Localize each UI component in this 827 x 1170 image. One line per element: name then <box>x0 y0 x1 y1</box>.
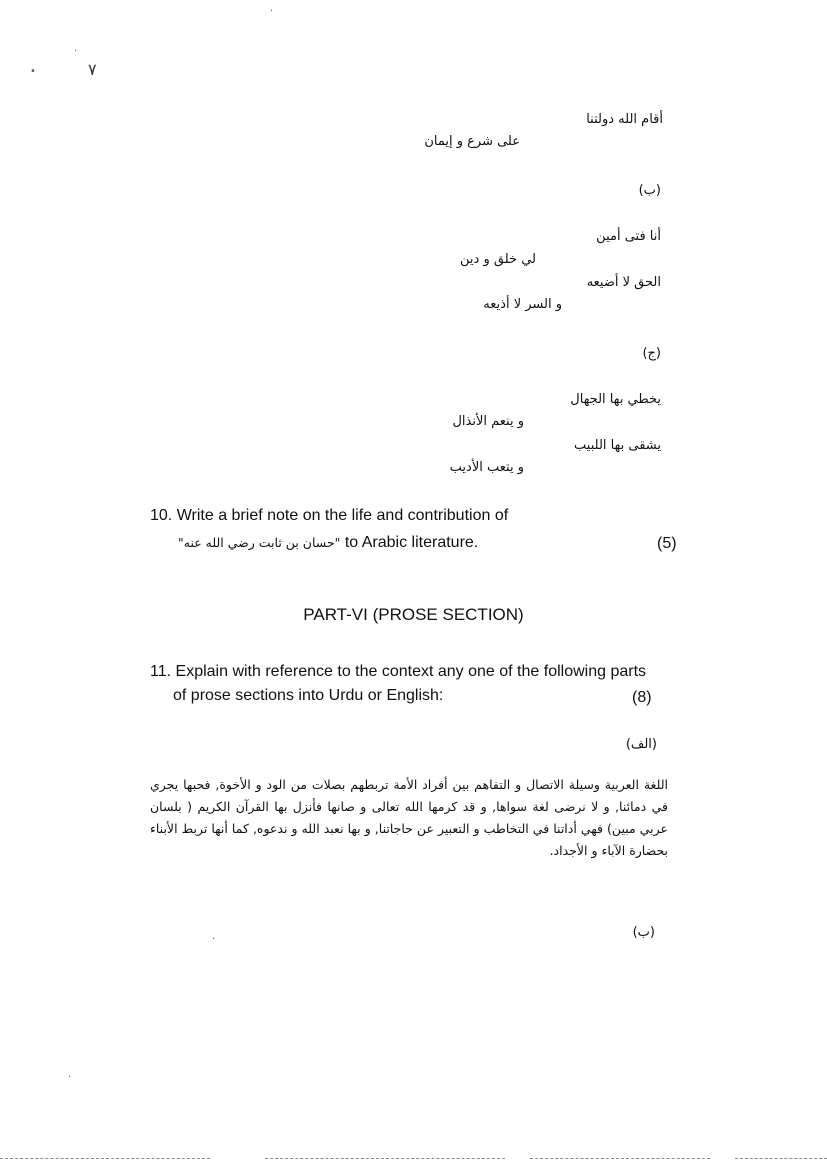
scan-speck: • <box>30 66 36 77</box>
poem-c-line-2: و ينعم الأنذال <box>452 414 524 429</box>
question-11-text: Explain with reference to the context any one of the following parts <box>175 663 647 680</box>
prose-a-label: (الف) <box>625 737 657 752</box>
question-10-arabic-name: "حسان بن ثابت رضي الله عنه" <box>178 535 341 550</box>
poem-b-line-4: و السر لا أذيعه <box>483 297 562 312</box>
question-11-marks: (8) <box>632 689 652 706</box>
prose-a-paragraph: اللغة العربية وسيلة الاتصال و التفاهم بين أفراد الأمة تربطهم بصلات من الود و الأخوة, فحبها يجري في دمائنا, و لا نرضى لغة سواها, و قد كرمها الله تعالى و صانها فأنزل بها القرآن الكريم ( بلسان عربي مبين) فهي أداتنا في التخاطب و التعبير عن حاجاتنا, و بها نعبد الله و ندعوه, كما أنها تربط الأبناء بحضارة الآباء و الأجداد. <box>150 777 668 858</box>
poem-c-line-1: يخطي بها الجهال <box>570 392 661 407</box>
poem-c-line-4: و يتعب الأديب <box>449 460 524 475</box>
page-mark: ٧ <box>88 60 97 79</box>
poem-a-line-2: على شرع و إيمان <box>424 134 520 149</box>
question-11-line-1 <box>150 663 646 681</box>
poem-b-line-1: أنا فتى أمين <box>596 229 661 244</box>
question-11-number: 11. <box>150 663 172 680</box>
scan-speck: · <box>68 1072 72 1083</box>
scan-speck: · <box>212 934 216 945</box>
poem-a-line-1: أقام الله دولتنا <box>586 112 663 127</box>
question-10-text-suffix: to Arabic literature. <box>340 534 479 551</box>
question-10-line-2 <box>178 534 478 552</box>
question-10-marks: (5) <box>657 535 677 552</box>
poem-b-line-3: الحق لا أضيعه <box>586 275 661 290</box>
poem-c-line-3: يشقى بها اللبيب <box>574 438 661 453</box>
question-10-text: Write a brief note on the life and contribution of <box>176 507 509 524</box>
scan-edge-line <box>0 1158 210 1160</box>
scan-edge-line <box>265 1158 505 1160</box>
scan-speck: · <box>270 6 274 17</box>
question-11-line-2: of prose sections into Urdu or English: <box>173 687 444 704</box>
poem-b-line-2: لي خلق و دين <box>460 252 536 267</box>
scan-edge-line <box>530 1158 710 1160</box>
question-10-number: 10. <box>150 507 173 524</box>
poem-b-label: (ب) <box>638 183 661 198</box>
scan-edge-line <box>735 1158 827 1160</box>
prose-b-label: (ب) <box>632 925 655 940</box>
scan-speck: · <box>74 46 78 57</box>
poem-c-label: (ج) <box>642 346 661 361</box>
section-heading: PART-VI (PROSE SECTION) <box>303 605 524 624</box>
question-10-line-1 <box>150 507 508 525</box>
